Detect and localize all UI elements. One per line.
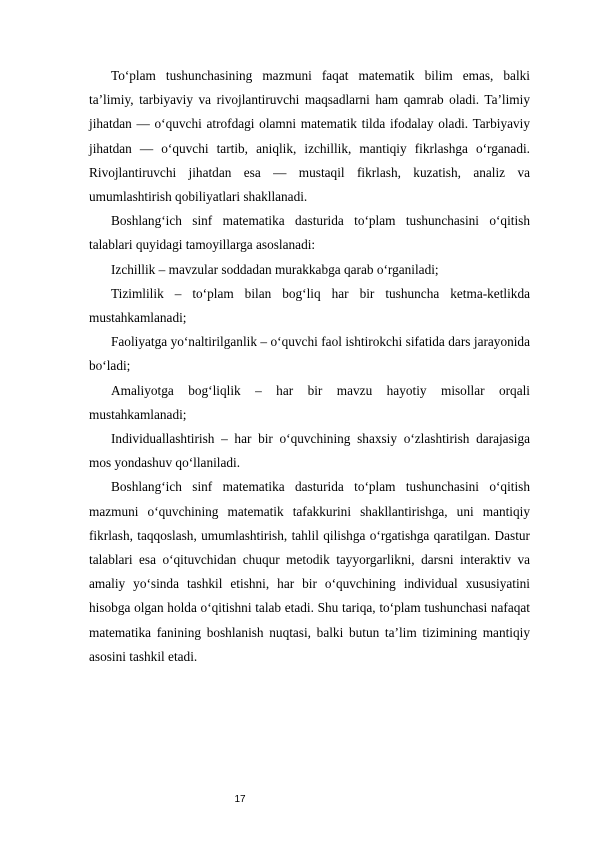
list-item-faoliyat: Faoliyatga yo‘naltirilganlik – o‘quvchi faol ishtirokchi sifatida dars jarayonida bo‘ladi; [89, 334, 530, 374]
list-item-izchillik: Izchillik – mavzular soddadan murakkabga qarab o‘rganiladi; [111, 261, 439, 277]
paragraph-principles-lead: Boshlang‘ich sinf matematika dasturida to‘plam tushunchasini o‘qitish talablari quyidagi tamoyillarga asoslanadi: [89, 213, 530, 253]
list-item-amaliyot: Amaliyotga bog‘liqlik – har bir mavzu hayotiy misollar orqali mustahkamlanadi; [89, 382, 530, 422]
list-item-individual: Individuallashtirish – har bir o‘quvchining shaxsiy o‘zlashtirish darajasiga mos yondashuv qo‘llaniladi. [89, 431, 530, 471]
list-item-tizimlilik: Tizimlilik – to‘plam bilan bog‘liq har bir tushuncha ketma-ketlikda mustahkamlanadi; [89, 285, 530, 326]
paragraph-conclusion: Boshlang‘ich sinf matematika dasturida to‘plam tushunchasini o‘qitish mazmuni o‘quvchining matematik tafakkurini shakllantirishga, uni mantiqiy fikrlash, taqqoslash, umumlashtirish, tahlil qilishga o‘rgatishga qaratilgan. Dastur talablari esa o‘qituvchidan chuqur metodik tayyorgarlikni, darsni interaktiv va amaliy yo‘sinda tashkil etishni, har bir o‘quvchining individual xususiyatini hisobga olgan holda o‘qitishni talab etadi. Shu tariqa, to‘plam tushunchasi nafaqat matematika fanining boshlanish nuqtasi, balki butun ta’lim tizimining mantiqiy asosini tashkil etadi. [89, 479, 530, 664]
document-body [89, 64, 530, 669]
paragraph-intro: To‘plam tushunchasining mazmuni faqat matematik bilim emas, balki ta’limiy, tarbiyaviy va rivojlantiruvchi maqsadlarni ham qamrab oladi. Ta’limiy jihatdan — o‘quvchi atrofdagi olamni matematik tilda ifodalay oladi. Tarbiyaviy jihatdan — o‘quvchi tartib, aniqlik, izchillik, mantiqiy fikrlashga o‘rganadi. Rivojlantiruvchi jihatdan esa — mustaqil fikrlash, kuzatish, analiz va umumlashtirish qobiliyatlari shakllanadi. [89, 68, 530, 205]
page-number: 17 [234, 794, 246, 805]
